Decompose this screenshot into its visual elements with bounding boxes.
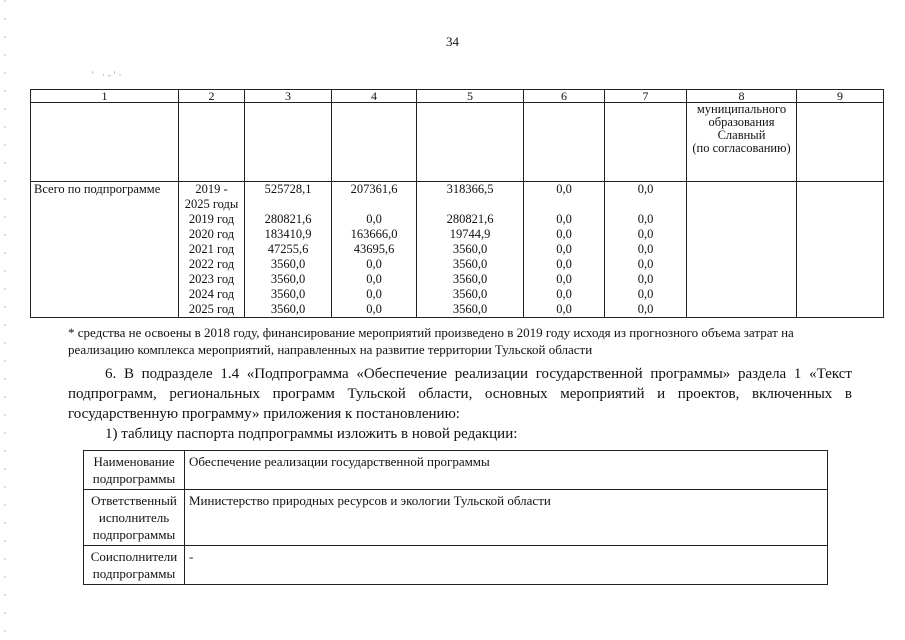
passport-table <box>83 450 828 585</box>
passport-row <box>84 451 828 490</box>
header-cell: 3 <box>245 90 332 103</box>
item-1: 1) таблицу паспорта подпрограммы изложить в новой редакции: <box>105 426 518 442</box>
value-col5-5: 3560,0 <box>452 257 488 271</box>
table-row-total <box>31 182 884 318</box>
value-col3-7: 3560,0 <box>270 287 306 301</box>
value-col3-3: 183410,9 <box>264 227 312 241</box>
footnote: * средства не освоены в 2018 году, финансирование мероприятий произведено в 2019 году исходя из прогнозного объема затрат на реализацию комплекса мероприятий, направленных на развитие территории Тульской области <box>68 325 794 357</box>
periods-cell <box>179 182 245 318</box>
value-col7-8: 0,0 <box>637 302 654 316</box>
col6-cell <box>524 182 605 318</box>
header-cell: 6 <box>524 90 605 103</box>
value-col7-6: 0,0 <box>637 272 654 286</box>
col5-cell <box>417 182 524 318</box>
header-cell: 2 <box>179 90 245 103</box>
page-number: 34 <box>446 34 459 49</box>
header-cell: 7 <box>605 90 687 103</box>
value-col3-5: 3560,0 <box>270 257 306 271</box>
value-periods-2: 2019 год <box>188 212 235 226</box>
value-periods-1: 2025 годы <box>184 197 239 211</box>
col7-cell <box>605 182 687 318</box>
value-col5-4: 3560,0 <box>452 242 488 256</box>
value-col3-4: 47255,6 <box>267 242 309 256</box>
header-cell: 4 <box>332 90 417 103</box>
value-col4-3: 163666,0 <box>350 227 398 241</box>
value-periods-7: 2024 год <box>188 287 235 301</box>
value-col3-2: 280821,6 <box>264 212 312 226</box>
value-col7-3: 0,0 <box>637 227 654 241</box>
value-col6-0: 0,0 <box>556 182 572 196</box>
value-col5-2: 280821,6 <box>446 212 494 226</box>
value-col4-8: 0,0 <box>366 302 382 316</box>
value-col6-2: 0,0 <box>556 212 572 226</box>
value-col6-5: 0,0 <box>556 257 572 271</box>
value-col7-1 <box>608 197 683 212</box>
header-cell: 1 <box>31 90 179 103</box>
row-label: Всего по подпрограмме <box>31 182 179 318</box>
passport-row <box>84 490 828 546</box>
co-executor-cell: муниципального образования Славный (по согласованию) <box>687 103 797 182</box>
value-col5-3: 19744,9 <box>449 227 491 241</box>
value-col6-1 <box>527 197 601 212</box>
value-periods-0: 2019 - <box>195 182 228 196</box>
value-col4-7: 0,0 <box>366 287 382 301</box>
value-col6-4: 0,0 <box>556 242 572 256</box>
passport-label: Наименование подпрограммы <box>84 451 185 490</box>
passport-value: Министерство природных ресурсов и экологии Тульской области <box>185 490 828 546</box>
value-periods-5: 2022 год <box>188 257 235 271</box>
table-header-row <box>31 90 884 103</box>
funding-table <box>30 89 884 318</box>
value-col5-1 <box>420 197 520 212</box>
value-col5-6: 3560,0 <box>452 272 488 286</box>
scan-edge-marks <box>4 0 6 640</box>
value-periods-3: 2020 год <box>188 227 235 241</box>
value-col7-4: 0,0 <box>637 242 654 256</box>
paragraph-6: 6. В подразделе 1.4 «Подпрограмма «Обеспечение реализации государственной программы» раздела 1 «Текст подпрограмм, региональных программ Тульской области, основных мероприятий и проектов, включенных в государственную программу» приложения к постановлению: <box>68 366 852 422</box>
value-col6-7: 0,0 <box>556 287 572 301</box>
passport-value: Обеспечение реализации государственной программы <box>185 451 828 490</box>
value-col4-4: 43695,6 <box>353 242 395 256</box>
scan-artifact: ' ·-'· <box>92 70 125 80</box>
value-col4-2: 0,0 <box>366 212 382 226</box>
value-col3-8: 3560,0 <box>270 302 306 316</box>
passport-label: Ответственный исполнитель подпрограммы <box>84 490 185 546</box>
value-periods-6: 2023 год <box>188 272 235 286</box>
value-col4-5: 0,0 <box>366 257 382 271</box>
value-col4-6: 0,0 <box>366 272 382 286</box>
value-col6-6: 0,0 <box>556 272 572 286</box>
value-periods-4: 2021 год <box>188 242 235 256</box>
header-cell: 9 <box>797 90 884 103</box>
table-row <box>31 103 884 182</box>
value-col7-2: 0,0 <box>637 212 654 226</box>
value-col5-0: 318366,5 <box>446 182 494 196</box>
value-periods-8: 2025 год <box>188 302 235 316</box>
header-cell: 8 <box>687 90 797 103</box>
value-col6-3: 0,0 <box>556 227 572 241</box>
value-col4-1 <box>335 197 413 212</box>
value-col7-5: 0,0 <box>637 257 654 271</box>
value-col3-1 <box>248 197 328 212</box>
passport-label: Соисполнители подпрограммы <box>84 546 185 585</box>
value-col7-7: 0,0 <box>637 287 654 301</box>
value-col4-0: 207361,6 <box>350 182 398 196</box>
value-col5-8: 3560,0 <box>452 302 488 316</box>
value-col6-8: 0,0 <box>556 302 572 316</box>
passport-value: - <box>185 546 828 585</box>
value-col7-0: 0,0 <box>637 182 654 196</box>
value-col5-7: 3560,0 <box>452 287 488 301</box>
value-col3-6: 3560,0 <box>270 272 306 286</box>
col3-cell <box>245 182 332 318</box>
header-cell: 5 <box>417 90 524 103</box>
col4-cell <box>332 182 417 318</box>
passport-row <box>84 546 828 585</box>
value-col3-0: 525728,1 <box>264 182 312 196</box>
